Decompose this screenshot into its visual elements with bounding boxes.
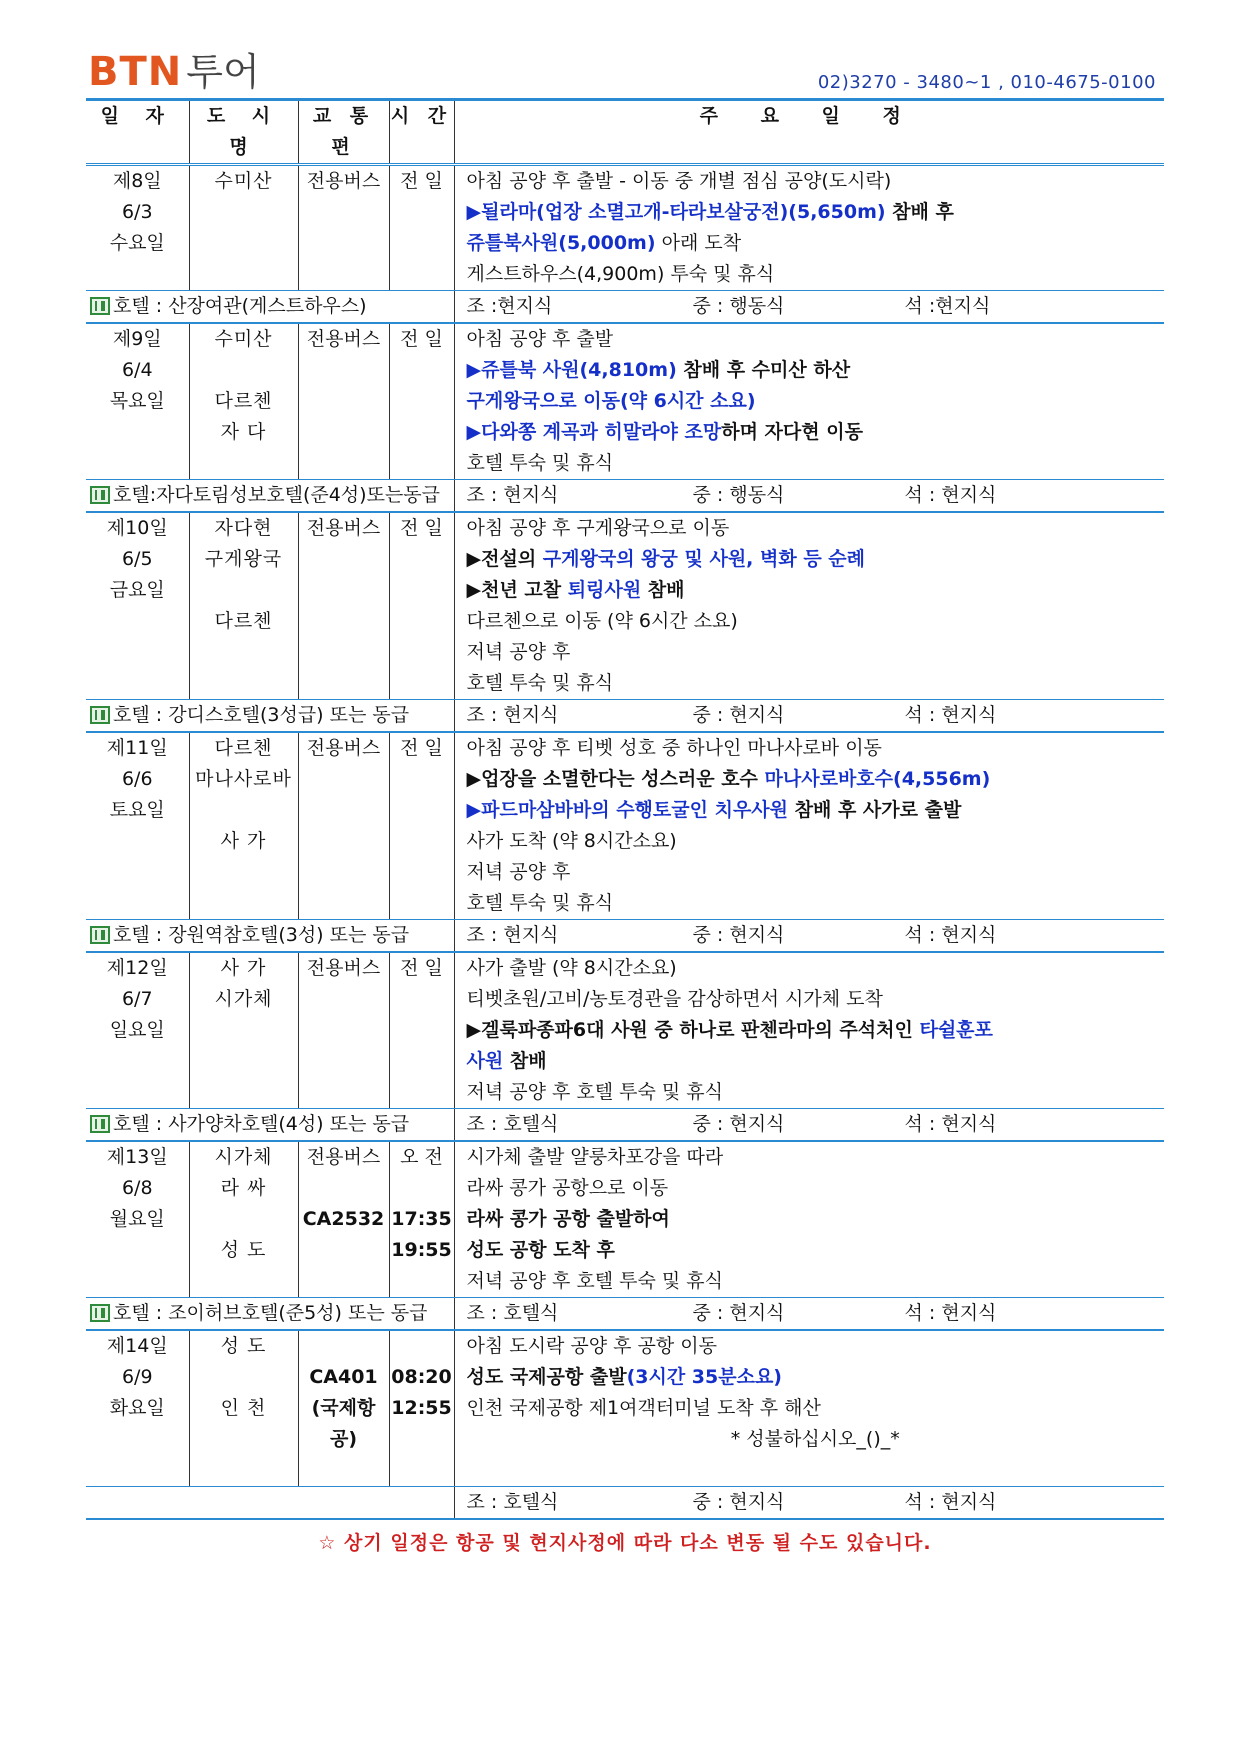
city-name [190,1424,298,1455]
meal-breakfast: 조 : 호텔식 [466,1302,559,1324]
day-date-cell [86,1141,189,1298]
schedule-line: ▶업장을 소멸한다는 성스러운 호수 마나사로바호수(4,556m) [466,768,991,790]
meal-lunch: 중 : 행동식 [692,484,785,506]
schedule-line: 아침 도시락 공양 후 공항 이동 [466,1335,717,1357]
day-transport-cell [298,323,389,480]
city-name: 수미산 [214,328,273,350]
day-city-cell [189,165,298,291]
day-schedule-cell [454,323,1164,480]
time-slot [390,826,454,857]
transport-mode [299,1173,389,1204]
city-name [190,1362,298,1393]
time-slot [390,386,454,417]
city-name: 수미산 [214,170,273,192]
day-date: 6/8 [121,1177,153,1199]
meal-breakfast: 조 : 호텔식 [466,1113,559,1135]
city-name: 자다현 [214,517,273,539]
schedule-line: 성도 국제공항 출발(3시간 35분소요) [466,1366,782,1388]
time-slot [390,857,454,888]
city-name: 시가체 [214,1146,273,1168]
transport-mode: 전용버스 [306,170,381,192]
hotel-name: 호텔:자다토림성보호텔(준4성)또는동급 [113,484,440,506]
hotel-meal-row [86,1487,1164,1520]
schedule-line: 라싸 콩가 공항 출발하여 [466,1208,670,1230]
meal-cell [454,1109,1164,1142]
day-date-cell [86,732,189,920]
schedule-line: 호텔 투숙 및 휴식 [466,672,614,694]
transport-mode: 전용버스 [306,1146,381,1168]
hotel-name: 호텔 : 산장여관(게스트하우스) [113,295,367,317]
itinerary-page [86,50,1164,1555]
day-date: 6/9 [121,1366,153,1388]
day-transport-cell [298,1141,389,1298]
hotel-icon [90,1304,110,1322]
meal-breakfast: 조 :현지식 [466,295,553,317]
city-name: 다르첸 [214,390,273,412]
schedule-line: 호텔 투숙 및 휴식 [466,452,614,474]
day-weekday: 월요일 [109,1208,165,1230]
day-schedule-cell [454,1141,1164,1298]
hotel-icon [90,486,110,504]
schedule-line: 시가체 출발 얄룽차포강을 따라 [466,1146,724,1168]
day-row [86,165,1164,291]
meal-cell [454,700,1164,733]
meal-cell [454,1487,1164,1520]
city-name: 구게왕국 [204,548,283,570]
time-slot [390,668,454,699]
schedule-line: 아침 공양 후 구게왕국으로 이동 [466,517,730,539]
day-date: 6/3 [121,201,153,223]
schedule-line: 사원 참배 [466,1050,547,1072]
hotel-meal-row [86,700,1164,733]
transport-mode [299,417,389,448]
time-slot [390,984,454,1015]
hotel-cell [86,1109,454,1142]
meal-breakfast: 조 : 현지식 [466,484,559,506]
transport-mode [299,1077,389,1108]
day-row [86,732,1164,920]
itinerary-table [86,98,1164,1520]
time-slot [390,1266,454,1297]
transport-mode [299,1235,389,1266]
col-time-header: 시 간 [389,100,454,165]
day-time-cell [389,732,454,920]
time-slot: 오 전 [400,1146,443,1168]
day-transport-cell [298,1330,389,1487]
time-slot: 08:20 [391,1366,452,1388]
hotel-cell [86,700,454,733]
time-slot [390,1077,454,1108]
hotel-name: 호텔 : 조이허브호텔(준5성) 또는 동급 [113,1302,428,1324]
city-name: 성 도 [220,1239,267,1261]
city-name [190,1266,298,1297]
transport-mode [299,1266,389,1297]
transport-mode [299,575,389,606]
time-slot: 19:55 [391,1239,452,1261]
day-date: 6/7 [121,988,153,1010]
city-name [190,637,298,668]
city-name [190,1046,298,1077]
transport-mode [299,826,389,857]
meal-dinner: 석 :현지식 [904,295,991,317]
meal-cell [454,480,1164,513]
day-city-cell [189,1330,298,1487]
transport-mode [299,795,389,826]
meal-lunch: 중 : 현지식 [692,924,785,946]
city-name [190,857,298,888]
schedule-line: 게스트하우스(4,900m) 투숙 및 휴식 [466,263,775,285]
city-name: 마나사로바 [195,768,292,790]
day-day: 제11일 [106,737,168,759]
page-header [86,50,1164,98]
meal-lunch: 중 : 행동식 [692,295,785,317]
hotel-meal-row [86,291,1164,324]
schedule-line: 구게왕국으로 이동(약 6시간 소요) [466,390,756,412]
schedule-line: ▶다와쫑 계곡과 히말라야 조망하며 자다현 이동 [466,421,863,443]
meal-breakfast: 조 : 현지식 [466,704,559,726]
schedule-line: ▶천년 고찰 퇴링사원 참배 [466,579,685,601]
transport-mode: 전용버스 [306,328,381,350]
day-time-cell [389,1141,454,1298]
day-weekday: 금요일 [109,579,165,601]
transport-mode: 전용버스 [306,517,381,539]
schedule-line: 호텔 투숙 및 휴식 [466,892,614,914]
transport-mode [299,544,389,575]
schedule-line: ▶파드마삼바바의 수행토굴인 치우사원 참배 후 사가로 출발 [466,799,962,821]
meal-dinner: 석 : 현지식 [904,704,997,726]
schedule-line: * 성불하십시오_()_* [730,1428,900,1450]
schedule-line: 인천 국제공항 제1여객터미널 도착 후 해산 [466,1397,821,1419]
city-name: 다르첸 [214,610,273,632]
hotel-cell [86,920,454,953]
table-header-row [86,100,1164,165]
schedule-line: 다르첸으로 이동 (약 6시간 소요) [466,610,738,632]
day-weekday: 수요일 [109,232,165,254]
city-name [190,888,298,919]
schedule-line: ▶겔룩파종파6대 사원 중 하나로 판첸라마의 주석처인 타쉴훈포 [466,1019,993,1041]
schedule-line: 라싸 콩가 공항으로 이동 [466,1177,669,1199]
transport-mode [299,637,389,668]
day-transport-cell [298,952,389,1109]
day-weekday: 목요일 [109,390,165,412]
hotel-meal-row [86,1298,1164,1331]
time-slot: 17:35 [391,1208,452,1230]
transport-mode: 전용버스 [306,737,381,759]
day-transport-cell [298,512,389,700]
transport-mode [299,259,389,290]
transport-mode [299,1046,389,1077]
day-weekday: 토요일 [109,799,165,821]
day-date: 6/5 [121,548,153,570]
schedule-line: 쥬틀북사원(5,000m) 아래 도착 [466,232,742,254]
hotel-icon [90,706,110,724]
transport-mode [299,355,389,386]
day-day: 제13일 [106,1146,168,1168]
logo-btn-text: BTN [88,49,183,95]
time-slot: 전 일 [400,517,443,539]
time-slot [390,259,454,290]
schedule-line: 사가 출발 (약 8시간소요) [466,957,677,979]
meal-lunch: 중 : 현지식 [692,1302,785,1324]
time-slot [390,888,454,919]
hotel-meal-row [86,920,1164,953]
time-slot: 전 일 [400,170,443,192]
schedule-line: 저녁 공양 후 호텔 투숙 및 휴식 [466,1270,723,1292]
day-row [86,1330,1164,1487]
day-date: 6/6 [121,768,153,790]
hotel-icon [90,926,110,944]
day-time-cell [389,952,454,1109]
time-slot [390,355,454,386]
meal-breakfast: 조 : 현지식 [466,924,559,946]
col-date-header: 일 자 [86,100,189,165]
day-day: 제9일 [112,328,162,350]
transport-mode [299,764,389,795]
meal-dinner: 석 : 현지식 [904,1491,997,1513]
hotel-meal-row [86,1109,1164,1142]
city-name: 다르첸 [214,737,273,759]
hotel-cell [86,1487,454,1520]
col-schedule-header: 주 요 일 정 [454,100,1164,165]
city-name [190,448,298,479]
city-name: 사 가 [220,957,267,979]
transport-mode [299,448,389,479]
time-slot [390,1015,454,1046]
day-city-cell [189,952,298,1109]
day-day: 제14일 [106,1335,168,1357]
day-transport-cell [298,732,389,920]
city-name [190,575,298,606]
transport-mode [299,668,389,699]
transport-mode [299,1015,389,1046]
transport-mode [299,197,389,228]
time-slot [390,795,454,826]
day-schedule-cell [454,165,1164,291]
city-name [190,1204,298,1235]
day-date-cell [86,165,189,291]
hotel-meal-row [86,480,1164,513]
time-slot [390,637,454,668]
day-city-cell [189,1141,298,1298]
city-name: 성 도 [220,1335,267,1357]
time-slot: 12:55 [391,1397,452,1419]
logo-tour-text: 투어 [186,50,260,94]
col-transport-header: 교 통 편 [298,100,389,165]
time-slot [390,1331,454,1362]
day-schedule-cell [454,952,1164,1109]
day-time-cell [389,323,454,480]
meal-lunch: 중 : 현지식 [692,1113,785,1135]
transport-mode [299,386,389,417]
day-row [86,512,1164,700]
schedule-line: 저녁 공양 후 [466,641,571,663]
contact-phone: 02)3270 - 3480~1 , 010-4675-0100 [817,72,1156,93]
day-time-cell [389,512,454,700]
meal-cell [454,920,1164,953]
day-weekday: 일요일 [109,1019,165,1041]
schedule-line: ▶될라마(업장 소멸고개-타라보살궁전)(5,650m) 참배 후 [466,201,954,223]
transport-mode: 전용버스 [306,957,381,979]
day-date-cell [86,323,189,480]
city-name [190,228,298,259]
city-name [190,795,298,826]
day-schedule-cell [454,512,1164,700]
time-slot [390,448,454,479]
hotel-name: 호텔 : 강디스호텔(3성급) 또는 동급 [113,704,410,726]
time-slot [390,606,454,637]
schedule-line: 아침 공양 후 출발 - 이동 중 개별 점심 공양(도시락) [466,170,892,192]
day-date-cell [86,952,189,1109]
transport-mode [299,606,389,637]
transport-mode [299,984,389,1015]
meal-dinner: 석 : 현지식 [904,1302,997,1324]
day-date-cell [86,512,189,700]
day-row [86,952,1164,1109]
transport-mode [299,857,389,888]
meal-lunch: 중 : 현지식 [692,1491,785,1513]
transport-mode: CA401 [309,1366,378,1388]
schedule-line: 사가 도착 (약 8시간소요) [466,830,677,852]
city-name [190,1077,298,1108]
schedule-line: 성도 공항 도착 후 [466,1239,615,1261]
city-name: 자 다 [220,421,267,443]
day-day: 제8일 [112,170,162,192]
time-slot [390,228,454,259]
city-name: 사 가 [220,830,267,852]
meal-lunch: 중 : 현지식 [692,704,785,726]
city-name [190,355,298,386]
meal-dinner: 석 : 현지식 [904,924,997,946]
time-slot [390,1173,454,1204]
btn-tour-logo [88,49,260,95]
day-weekday: 화요일 [109,1397,165,1419]
city-name: 시가체 [214,988,273,1010]
day-transport-cell [298,165,389,291]
time-slot [390,417,454,448]
meal-dinner: 석 : 현지식 [904,1113,997,1135]
day-schedule-cell [454,732,1164,920]
time-slot [390,1046,454,1077]
day-schedule-cell [454,1330,1164,1487]
schedule-line: 아침 공양 후 출발 [466,328,614,350]
city-name [190,1015,298,1046]
hotel-cell [86,291,454,324]
time-slot: 전 일 [400,957,443,979]
time-slot [390,197,454,228]
schedule-line: ▶쥬틀북 사원(4,810m) 참배 후 수미산 하산 [466,359,851,381]
schedule-line: 저녁 공양 후 호텔 투숙 및 휴식 [466,1081,723,1103]
meal-cell [454,1298,1164,1331]
hotel-cell [86,1298,454,1331]
day-time-cell [389,1330,454,1487]
city-name [190,668,298,699]
time-slot [390,575,454,606]
day-day: 제10일 [106,517,168,539]
time-slot [390,764,454,795]
transport-mode [299,1331,389,1362]
day-city-cell [189,323,298,480]
transport-mode: CA2532 [302,1208,385,1230]
schedule-line: ▶전설의 구게왕국의 왕궁 및 사원, 벽화 등 순례 [466,548,866,570]
time-slot: 전 일 [400,328,443,350]
city-name: 인 천 [220,1397,267,1419]
city-name: 라 싸 [220,1177,267,1199]
hotel-icon [90,297,110,315]
schedule-change-notice: ☆ 상기 일정은 항공 및 현지사정에 따라 다소 변동 될 수도 있습니다. [318,1532,932,1554]
schedule-line: 저녁 공양 후 [466,861,571,883]
transport-mode: (국제항공) [311,1397,376,1450]
city-name [190,259,298,290]
hotel-name: 호텔 : 사가양차호텔(4성) 또는 동급 [113,1113,410,1135]
meal-dinner: 석 : 현지식 [904,484,997,506]
time-slot: 전 일 [400,737,443,759]
transport-mode [299,228,389,259]
day-city-cell [189,512,298,700]
schedule-line: 티벳초원/고비/농토경관을 감상하면서 시가체 도착 [466,988,883,1010]
hotel-icon [90,1115,110,1133]
transport-mode [299,888,389,919]
meal-cell [454,291,1164,324]
time-slot [390,1424,454,1455]
schedule-line: 아침 공양 후 티벳 성호 중 하나인 마나사로바 이동 [466,737,882,759]
day-row [86,323,1164,480]
hotel-name: 호텔 : 장원역참호텔(3성) 또는 동급 [113,924,410,946]
city-name [190,197,298,228]
meal-breakfast: 조 : 호텔식 [466,1491,559,1513]
hotel-cell [86,480,454,513]
col-city-header: 도 시 명 [189,100,298,165]
day-date: 6/4 [121,359,153,381]
day-city-cell [189,732,298,920]
day-day: 제12일 [106,957,168,979]
time-slot [390,544,454,575]
day-row [86,1141,1164,1298]
day-date-cell [86,1330,189,1487]
day-time-cell [389,165,454,291]
transport-mode [299,1455,389,1486]
